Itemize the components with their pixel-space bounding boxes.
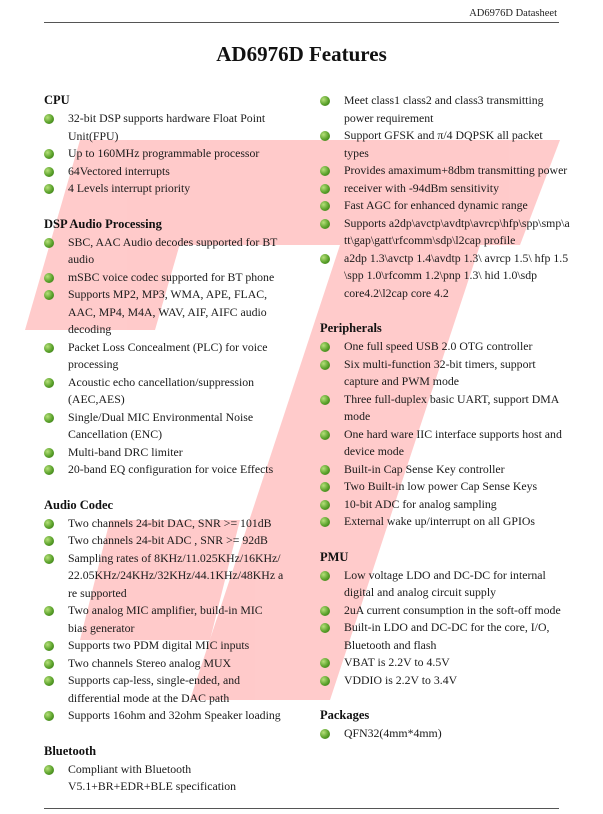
bullet-icon xyxy=(320,482,330,492)
footer-divider xyxy=(44,808,559,809)
bullet-icon xyxy=(44,238,54,248)
bullet-icon xyxy=(44,606,54,616)
list-item: Six multi-function 32-bit timers, support capture and PWM mode xyxy=(320,356,570,391)
section-cpu xyxy=(44,92,284,198)
section-pmu xyxy=(320,549,570,690)
list-item: Supports cap-less, single-ended, and differential mode at the DAC path xyxy=(44,672,284,707)
list-item: One hard ware IIC interface supports host and device mode xyxy=(320,426,570,461)
list-item: mSBC voice codec supported for BT phone xyxy=(44,269,284,287)
section-bluetooth-continued xyxy=(320,92,570,302)
section-title-cpu: CPU xyxy=(44,93,70,107)
list-item: External wake up/interrupt on all GPIOs xyxy=(320,513,570,531)
list-item: Two channels Stereo analog MUX xyxy=(44,655,284,673)
bullet-icon xyxy=(320,465,330,475)
section-audio-codec xyxy=(44,497,284,725)
list-item: a2dp 1.3\avctp 1.4\avdtp 1.3\ avrcp 1.5\ hfp 1.5 \spp 1.0\rfcomm 1.2\pnp 1.3\ hid 1.0\sdp core4.2\l2cap core 4.2 xyxy=(320,250,570,303)
list-item: Single/Dual MIC Environmental Noise Cancellation (ENC) xyxy=(44,409,284,444)
bullet-icon xyxy=(44,536,54,546)
list-item: Low voltage LDO and DC-DC for internal digital and analog circuit supply xyxy=(320,567,570,602)
list-item: 4 Levels interrupt priority xyxy=(44,180,284,198)
list-item: Provides amaximum+8dbm transmitting power xyxy=(320,162,570,180)
section-peripherals xyxy=(320,320,570,531)
bullet-icon xyxy=(320,166,330,176)
list-item: Supports two PDM digital MIC inputs xyxy=(44,637,284,655)
bullet-icon xyxy=(44,343,54,353)
bullet-icon xyxy=(44,413,54,423)
bullet-icon xyxy=(44,114,54,124)
list-item: Sampling rates of 8KHz/11.025KHz/16KHz/22.05KHz/24KHz/32KHz/44.1KHz/48KHz are supported xyxy=(44,550,284,603)
list-item: Fast AGC for enhanced dynamic range xyxy=(320,197,570,215)
section-title-bluetooth: Bluetooth xyxy=(44,743,97,758)
list-item: 64Vectored interrupts xyxy=(44,163,284,181)
section-title-pmu: PMU xyxy=(320,549,349,564)
header-divider xyxy=(44,22,559,23)
list-item: Two channels 24-bit DAC, SNR >= 101dB xyxy=(44,515,284,533)
list-item: SBC, AAC Audio decodes supported for BT audio xyxy=(44,234,284,269)
list-item: receiver with -94dBm sensitivity xyxy=(320,180,570,198)
left-column xyxy=(44,92,284,814)
section-bluetooth xyxy=(44,743,284,796)
bullet-icon xyxy=(320,676,330,686)
bullet-icon xyxy=(44,641,54,651)
bullet-icon xyxy=(44,167,54,177)
bullet-icon xyxy=(44,676,54,686)
bullet-icon xyxy=(44,765,54,775)
bullet-icon xyxy=(44,149,54,159)
bullet-icon xyxy=(44,659,54,669)
datasheet-header-label: AD6976D Datasheet xyxy=(469,8,557,19)
list-item: 20-band EQ configuration for voice Effects xyxy=(44,461,284,479)
bullet-icon xyxy=(320,219,330,229)
bullet-icon xyxy=(320,395,330,405)
section-title-codec: Audio Codec xyxy=(44,497,114,512)
bullet-icon xyxy=(44,711,54,721)
bullet-icon xyxy=(320,623,330,633)
list-item: Built-in Cap Sense Key controller xyxy=(320,461,570,479)
bullet-icon xyxy=(320,201,330,211)
list-item: 10-bit ADC for analog sampling xyxy=(320,496,570,514)
bullet-icon xyxy=(320,606,330,616)
list-item: 32-bit DSP supports hardware Float Point Unit(FPU) xyxy=(44,110,284,145)
bullet-icon xyxy=(44,290,54,300)
list-item: Two analog MIC amplifier, build-in MIC bias generator xyxy=(44,602,284,637)
list-item: Meet class1 class2 and class3 transmitting power requirement xyxy=(320,92,570,127)
section-dsp-audio xyxy=(44,216,284,479)
bullet-icon xyxy=(320,571,330,581)
bullet-icon xyxy=(320,517,330,527)
bullet-icon xyxy=(320,254,330,264)
bullet-icon xyxy=(320,430,330,440)
section-title-peripherals: Peripherals xyxy=(320,321,382,335)
bullet-icon xyxy=(44,554,54,564)
bullet-icon xyxy=(320,342,330,352)
list-item: Built-in LDO and DC-DC for the core, I/O, Bluetooth and flash xyxy=(320,619,570,654)
bullet-icon xyxy=(320,96,330,106)
list-item: Three full-duplex basic UART, support DMA mode xyxy=(320,391,570,426)
list-item: Up to 160MHz programmable processor xyxy=(44,145,284,163)
bullet-icon xyxy=(44,519,54,529)
list-item: Two Built-in low power Cap Sense Keys xyxy=(320,478,570,496)
list-item: Acoustic echo cancellation/suppression (AEC,AES) xyxy=(44,374,284,409)
bullet-icon xyxy=(320,658,330,668)
bullet-icon xyxy=(44,273,54,283)
list-item: Multi-band DRC limiter xyxy=(44,444,284,462)
list-item: VBAT is 2.2V to 4.5V xyxy=(320,654,570,672)
section-title-packages: Packages xyxy=(320,708,370,722)
list-item: Support GFSK and π/4 DQPSK all packet types xyxy=(320,127,570,162)
bullet-icon xyxy=(44,184,54,194)
list-item: QFN32(4mm*4mm) xyxy=(320,725,570,743)
list-item: Supports 16ohm and 32ohm Speaker loading xyxy=(44,707,284,725)
section-packages xyxy=(320,707,570,743)
bullet-icon xyxy=(320,131,330,141)
bullet-icon xyxy=(320,729,330,739)
list-item: Compliant with Bluetooth V5.1+BR+EDR+BLE specification xyxy=(44,761,284,796)
page-title: AD6976D Features xyxy=(216,42,387,66)
bullet-icon xyxy=(320,500,330,510)
list-item: Two channels 24-bit ADC , SNR >= 92dB xyxy=(44,532,284,550)
bullet-icon xyxy=(44,378,54,388)
bullet-icon xyxy=(320,184,330,194)
bullet-icon xyxy=(44,465,54,475)
list-item: Supports a2dp\avctp\avdtp\avrcp\hfp\spp\smp\att\gap\gatt\rfcomm\sdp\l2cap profile xyxy=(320,215,570,250)
list-item: One full speed USB 2.0 OTG controller xyxy=(320,338,570,356)
list-item: Supports MP2, MP3, WMA, APE, FLAC, AAC, MP4, M4A, WAV, AIF, AIFC audio decoding xyxy=(44,286,284,339)
section-title-dsp: DSP Audio Processing xyxy=(44,216,162,231)
right-column xyxy=(320,92,570,761)
list-item: Packet Loss Concealment (PLC) for voice processing xyxy=(44,339,284,374)
bullet-icon xyxy=(44,448,54,458)
list-item: VDDIO is 2.2V to 3.4V xyxy=(320,672,570,690)
bullet-icon xyxy=(320,360,330,370)
list-item: 2uA current consumption in the soft-off mode xyxy=(320,602,570,620)
